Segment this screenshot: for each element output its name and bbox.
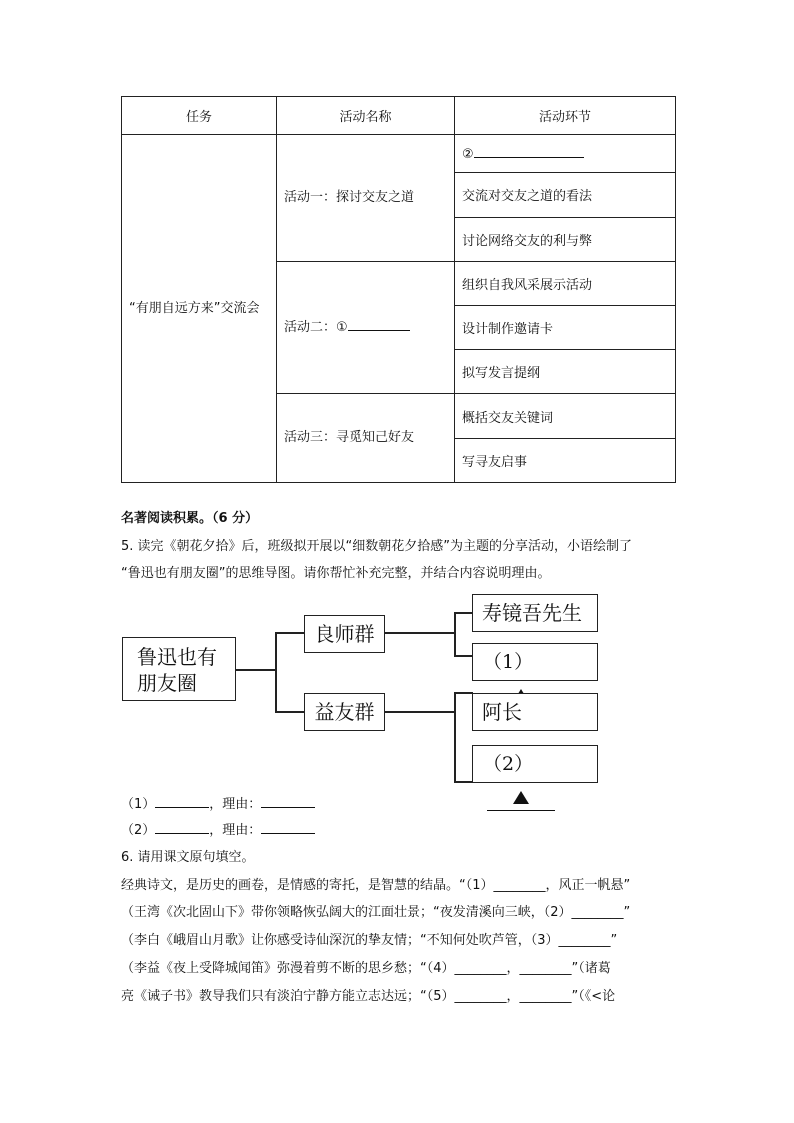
- activity-3-name: 活动三：寻觅知己好友: [277, 394, 455, 483]
- q6-title: 6. 请用课文原句填空。: [121, 850, 255, 865]
- leaf-blank-2-label: （2）: [483, 753, 534, 775]
- activity-3-step-2: 写寻友启事: [455, 438, 676, 482]
- root-node-line-1: 鲁迅也有: [137, 645, 217, 669]
- fill-blank-1: [348, 318, 410, 331]
- section-title: 名著阅读积累。（6 分）: [121, 511, 259, 526]
- activity-table: [121, 96, 676, 483]
- activity-3-step-1: 概括交友关键词: [455, 394, 676, 438]
- q6-line-4: （李益《夜上受降城闻笛》弥漫着剪不断的思乡愁；“（4）________，________”（诸葛: [121, 961, 611, 976]
- leaf-blank-2-line: [487, 790, 555, 811]
- activity-2-step-3: 拟写发言提纲: [455, 350, 676, 394]
- activity-1-step-3: 讨论网络交友的利与弊: [455, 217, 676, 261]
- mentor-group-node: 良师群: [304, 615, 385, 653]
- connector: [454, 655, 473, 657]
- connector: [454, 612, 473, 614]
- root-node-line-2: 朋友圈: [137, 671, 197, 695]
- q6-line-3: （李白《峨眉山月歌》让你感受诗仙深沉的挚友情；“不知何处吹芦管，（3）________”: [121, 933, 618, 948]
- connector: [454, 612, 456, 656]
- q6-line-5: 亮《诫子书》教导我们只有淡泊宁静方能立志达远；“（5）________，________”（《<论: [121, 989, 616, 1004]
- connector: [275, 711, 305, 713]
- connector: [454, 781, 473, 783]
- root-node: [122, 637, 236, 701]
- connector: [275, 632, 305, 634]
- connector: [384, 632, 455, 634]
- leaf-blank-1: [472, 643, 598, 681]
- connector: [384, 711, 455, 713]
- answer-blank: [155, 795, 209, 808]
- leaf-blank-1-label: （1）: [483, 651, 534, 673]
- leaf-shou-jingwu: 寿镜吾先生: [472, 594, 598, 632]
- connector: [454, 692, 473, 694]
- activity-1-name: 活动一：探讨交友之道: [277, 135, 455, 262]
- leaf-a-chang: 阿长: [472, 693, 598, 731]
- friend-group-node: 益友群: [304, 693, 385, 731]
- header-activity-name: 活动名称: [277, 97, 455, 135]
- q6-line-2: （王湾《次北固山下》带你领略恢弘阔大的江面壮景；“夜发清溪向三峡，（2）________”: [121, 905, 631, 920]
- fill-blank-2: [474, 145, 584, 158]
- reason-blank: [261, 821, 315, 834]
- header-activity-steps: 活动环节: [455, 97, 676, 135]
- activity-2-step-2: 设计制作邀请卡: [455, 306, 676, 350]
- activity-2-name: 活动二：①: [277, 261, 455, 394]
- answer-blank: [155, 821, 209, 834]
- task-cell: “有朋自远方来”交流会: [122, 135, 277, 483]
- q5-prompt-line-1: 5. 读完《朝花夕拾》后，班级拟开展以“细数朝花夕拾感”为主题的分享活动，小语绘制了: [121, 539, 633, 554]
- q5-prompt-line-2: “鲁迅也有朋友圈”的思维导图。请你帮忙补充完整，并结合内容说明理由。: [121, 566, 551, 581]
- activity-1-step-1: ②: [455, 135, 676, 173]
- q6-line-1: 经典诗文，是历史的画卷，是情感的寄托，是智慧的结晶。“（1）________，风正一帆悬”: [121, 878, 631, 893]
- connector: [454, 692, 456, 782]
- q5-answer-2: （2） ，理由：: [121, 819, 315, 843]
- triangle-icon: [513, 791, 529, 804]
- q5-answer-1: （1） ，理由：: [121, 793, 315, 817]
- reason-blank: [261, 795, 315, 808]
- header-task: 任务: [122, 97, 277, 135]
- leaf-blank-2: [472, 745, 598, 783]
- connector: [275, 632, 277, 712]
- activity-2-step-1: 组织自我风采展示活动: [455, 261, 676, 305]
- activity-1-step-2: 交流对交友之道的看法: [455, 173, 676, 217]
- connector: [235, 669, 276, 671]
- table-header-row: [122, 97, 676, 135]
